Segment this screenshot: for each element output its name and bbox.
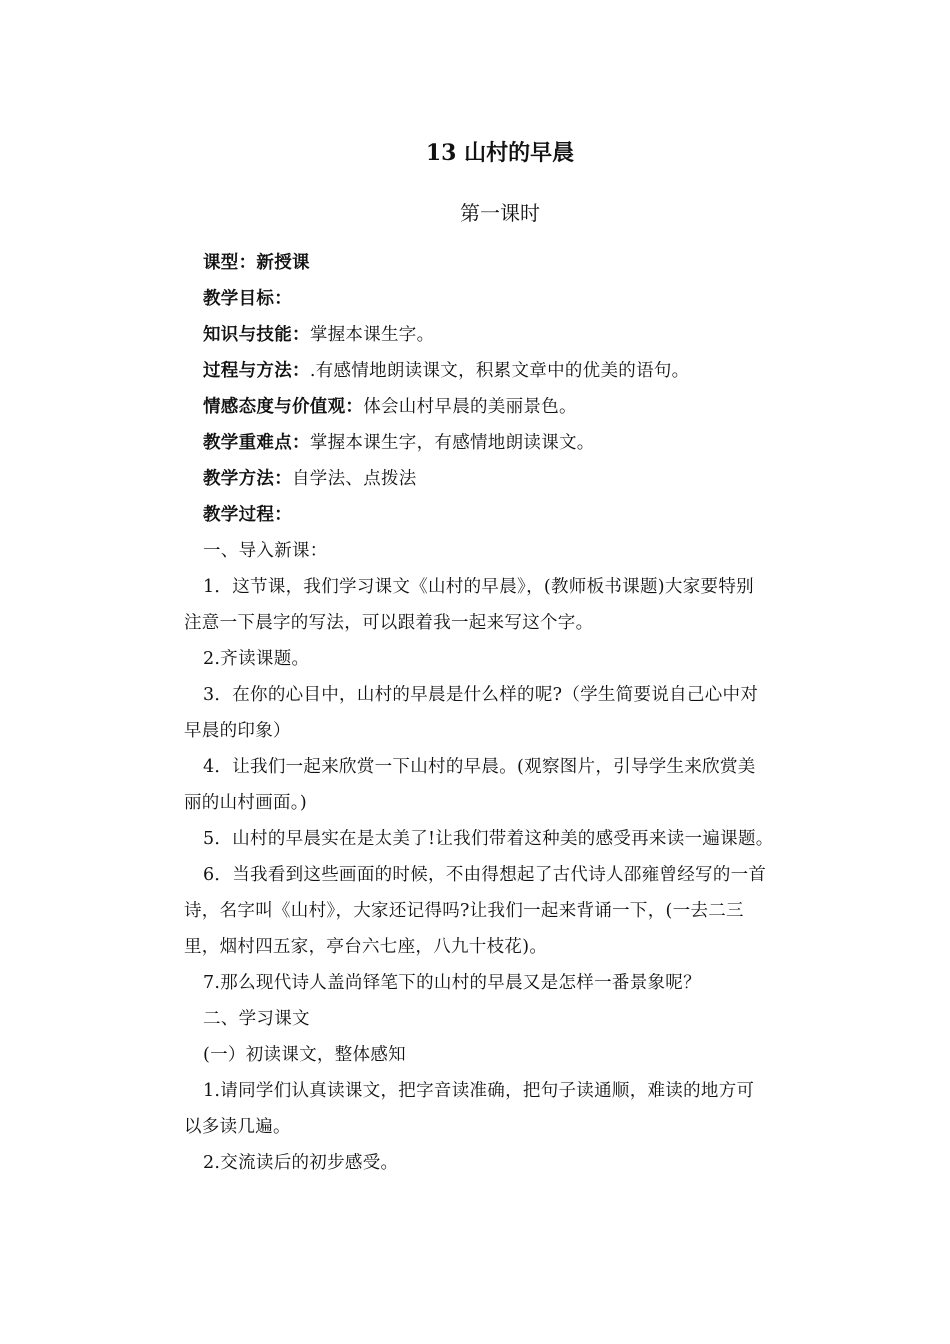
paragraph-line: 以多读几遍。 — [184, 1117, 291, 1137]
paragraph-line: 诗，名字叫《山村》，大家还记得吗?让我们一起来背诵一下，(一去二三 — [184, 901, 744, 921]
paragraph-line: 7.那么现代诗人盖尚铎笔下的山村的早晨又是怎样一番景象呢？ — [203, 973, 701, 993]
paragraph-line: 注意一下晨字的写法，可以跟着我一起来写这个字。 — [184, 613, 594, 633]
paragraph-line: 早晨的印象） — [184, 721, 291, 741]
section-heading: 二、学习课文 — [203, 1009, 310, 1029]
section-heading: 一、导入新课： — [203, 541, 328, 561]
lesson-title: 13 山村的早晨 — [425, 140, 575, 166]
teaching-methods: 教学方法：自学法、点拨法 — [203, 469, 417, 489]
paragraph-line: 里，烟村四五家，亭台六七座，八九十枝花)。 — [184, 937, 548, 957]
lesson-type: 课型：新授课 — [203, 253, 310, 273]
teaching-process-heading: 教学过程： — [203, 505, 292, 525]
paragraph-line: 2.齐读课题。 — [203, 649, 310, 669]
teaching-goals-heading: 教学目标： — [203, 289, 292, 309]
goal-emotion: 情感态度与价值观：体会山村早晨的美丽景色。 — [203, 397, 577, 417]
key-difficulties: 教学重难点：掌握本课生字，有感情地朗读课文。 — [203, 433, 595, 453]
paragraph-line: 1.请同学们认真读课文，把字音读准确，把句子读通顺，难读的地方可 — [203, 1081, 755, 1101]
subsection-heading: (一）初读课文，整体感知 — [203, 1045, 406, 1065]
paragraph-line: 6．当我看到这些画面的时候，不由得想起了古代诗人邵雍曾经写的一首 — [203, 865, 767, 885]
paragraph-line: 5．山村的早晨实在是太美了!让我们带着这种美的感受再来读一遍课题。 — [203, 829, 774, 849]
lesson-subtitle: 第一课时 — [460, 201, 540, 225]
paragraph-line: 1．这节课，我们学习课文《山村的早晨》，(教师板书课题)大家要特别 — [203, 577, 754, 597]
paragraph-line: 4．让我们一起来欣赏一下山村的早晨。(观察图片，引导学生来欣赏美 — [203, 757, 756, 777]
paragraph-line: 3．在你的心目中，山村的早晨是什么样的呢?（学生简要说自己心中对 — [203, 685, 759, 705]
goal-process: 过程与方法：.有感情地朗读课文，积累文章中的优美的语句。 — [203, 361, 690, 381]
goal-knowledge: 知识与技能：掌握本课生字。 — [203, 325, 435, 345]
paragraph-line: 2.交流读后的初步感受。 — [203, 1153, 399, 1173]
paragraph-line: 丽的山村画面。) — [184, 793, 307, 813]
